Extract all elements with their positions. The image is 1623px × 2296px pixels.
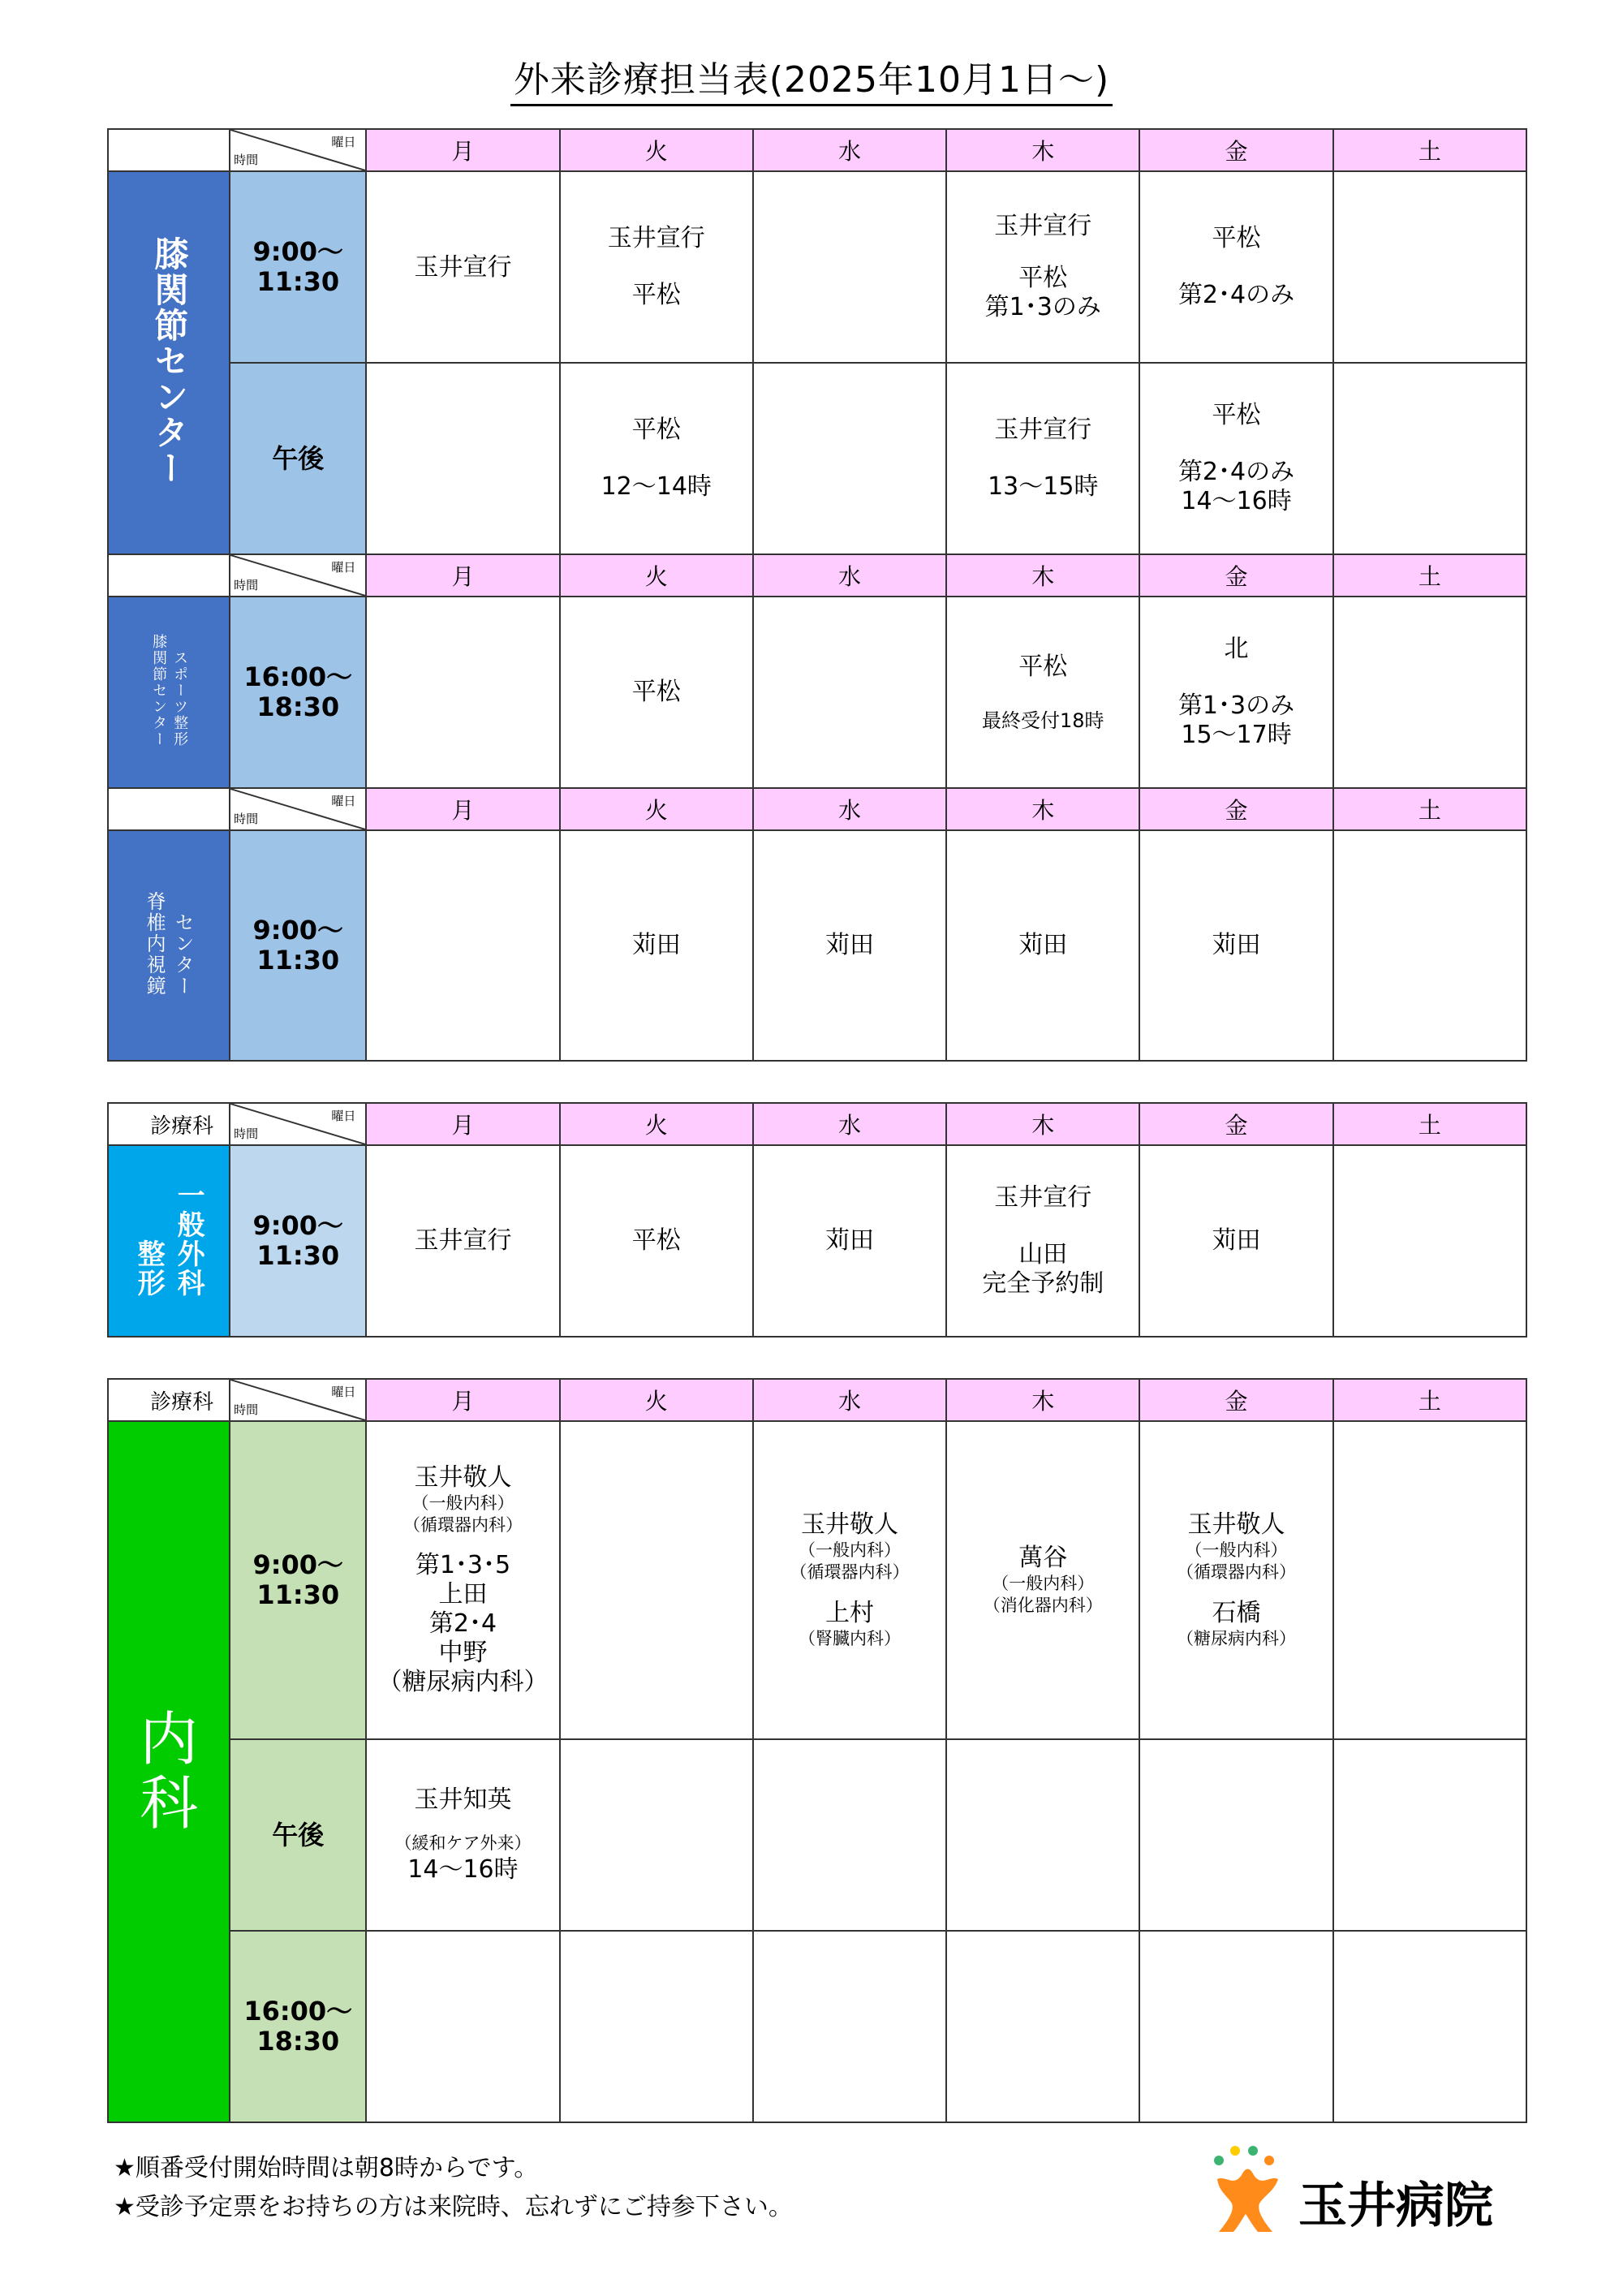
header-corner — [108, 554, 230, 597]
knee-am-wed — [753, 171, 946, 363]
ortho-thu: 玉井宣行 山田 完全予約制 — [946, 1145, 1139, 1337]
sports-tue: 平松 — [560, 597, 753, 788]
day-tue: 火 — [560, 129, 753, 171]
day-fri: 金 — [1139, 129, 1332, 171]
day-sat: 土 — [1333, 129, 1526, 171]
table-internal — [107, 1378, 1527, 2123]
time-slot: 9:00～ 11:30 — [230, 171, 366, 363]
dept-sports: 膝関節センター スポーツ整形 — [108, 597, 230, 788]
day-mon: 月 — [366, 129, 559, 171]
time-slot: 16:00～ 18:30 — [230, 1931, 366, 2122]
day-mon: 月 — [366, 1103, 559, 1145]
internal-eve-wed — [753, 1931, 946, 2122]
day-sat: 土 — [1333, 788, 1526, 830]
knee-am-row — [108, 171, 1526, 363]
day-wed: 水 — [753, 1103, 946, 1145]
spine-fri: 苅田 — [1139, 830, 1332, 1061]
time-slot: 9:00～ 11:30 — [230, 1145, 366, 1337]
logo-figure-icon — [1201, 2143, 1290, 2240]
hospital-name: 玉井病院 — [1298, 2178, 1493, 2234]
sports-row — [108, 597, 1526, 788]
header-diagonal: 曜日 時間 — [230, 1379, 366, 1421]
knee-am-mon: 玉井宣行 — [366, 171, 559, 363]
knee-am-sat — [1333, 171, 1526, 363]
day-thu: 木 — [946, 554, 1139, 597]
dept-internal: 内 科 — [108, 1421, 230, 2122]
header-corner — [108, 788, 230, 830]
header-row — [108, 129, 1526, 171]
ortho-sat — [1333, 1145, 1526, 1337]
ortho-row — [108, 1145, 1526, 1337]
internal-pm-wed — [753, 1739, 946, 1931]
ortho-tue: 平松 — [560, 1145, 753, 1337]
knee-am-fri: 平松 第2･4のみ — [1139, 171, 1332, 363]
internal-pm-sat — [1333, 1739, 1526, 1931]
day-mon: 月 — [366, 788, 559, 830]
internal-am-tue — [560, 1421, 753, 1739]
internal-pm-tue — [560, 1739, 753, 1931]
day-thu: 木 — [946, 1103, 1139, 1145]
header-diagonal: 曜日 時間 — [230, 554, 366, 597]
sports-thu: 平松 最終受付18時 — [946, 597, 1139, 788]
day-wed: 水 — [753, 788, 946, 830]
day-tue: 火 — [560, 788, 753, 830]
header-diagonal: 曜日 時間 — [230, 129, 366, 171]
sports-sat — [1333, 597, 1526, 788]
time-slot: 9:00～ 11:30 — [230, 1421, 366, 1739]
dept-ortho: 整形 一般外科 — [108, 1145, 230, 1337]
ortho-fri: 苅田 — [1139, 1145, 1332, 1337]
day-mon: 月 — [366, 1379, 559, 1421]
time-slot: 午後 — [230, 363, 366, 554]
knee-pm-row — [108, 363, 1526, 554]
header-row — [108, 1103, 1526, 1145]
day-tue: 火 — [560, 1103, 753, 1145]
knee-pm-sat — [1333, 363, 1526, 554]
day-sat: 土 — [1333, 554, 1526, 597]
day-wed: 水 — [753, 1379, 946, 1421]
internal-eve-thu — [946, 1931, 1139, 2122]
day-fri: 金 — [1139, 1379, 1332, 1421]
note-line: ★順番受付開始時間は朝8時からです。 — [114, 2154, 539, 2182]
internal-am-wed: 玉井敬人 （一般内科） （循環器内科） 上村 （腎臓内科） — [753, 1421, 946, 1739]
header-row — [108, 1379, 1526, 1421]
knee-pm-fri: 平松 第2･4のみ 14～16時 — [1139, 363, 1332, 554]
spine-tue: 苅田 — [560, 830, 753, 1061]
day-sat: 土 — [1333, 1103, 1526, 1145]
sports-fri: 北 第1･3のみ 15～17時 — [1139, 597, 1332, 788]
day-wed: 水 — [753, 129, 946, 171]
header-diagonal: 曜日 時間 — [230, 788, 366, 830]
day-wed: 水 — [753, 554, 946, 597]
internal-eve-mon — [366, 1931, 559, 2122]
spine-mon — [366, 830, 559, 1061]
time-slot: 午後 — [230, 1739, 366, 1931]
day-thu: 木 — [946, 788, 1139, 830]
day-tue: 火 — [560, 554, 753, 597]
day-fri: 金 — [1139, 788, 1332, 830]
knee-am-tue: 玉井宣行 平松 — [560, 171, 753, 363]
day-mon: 月 — [366, 554, 559, 597]
knee-am-thu: 玉井宣行 平松 第1･3のみ — [946, 171, 1139, 363]
day-fri: 金 — [1139, 1103, 1332, 1145]
spine-thu: 苅田 — [946, 830, 1139, 1061]
internal-am-fri: 玉井敬人 （一般内科） （循環器内科） 石橋 （糖尿病内科） — [1139, 1421, 1332, 1739]
page-title: 外来診療担当表(2025年10月1日～) — [0, 50, 1623, 102]
internal-eve-sat — [1333, 1931, 1526, 2122]
dept-knee: 膝関節センター — [108, 171, 230, 554]
knee-pm-tue: 平松 12～14時 — [560, 363, 753, 554]
spine-wed: 苅田 — [753, 830, 946, 1061]
day-fri: 金 — [1139, 554, 1332, 597]
hospital-logo — [1201, 2143, 1493, 2240]
header-dept-label: 診療科 — [108, 1103, 230, 1145]
internal-am-sat — [1333, 1421, 1526, 1739]
ortho-wed: 苅田 — [753, 1145, 946, 1337]
dept-spine: 脊椎内視鏡 センター — [108, 830, 230, 1061]
header-row — [108, 788, 1526, 830]
knee-pm-thu: 玉井宣行 13～15時 — [946, 363, 1139, 554]
internal-eve-tue — [560, 1931, 753, 2122]
time-slot: 16:00～ 18:30 — [230, 597, 366, 788]
internal-pm-mon: 玉井知英 （緩和ケア外来） 14～16時 — [366, 1739, 559, 1931]
spine-sat — [1333, 830, 1526, 1061]
header-diagonal: 曜日 時間 — [230, 1103, 366, 1145]
sports-wed — [753, 597, 946, 788]
header-row — [108, 554, 1526, 597]
header-corner — [108, 129, 230, 171]
knee-pm-mon — [366, 363, 559, 554]
sports-mon — [366, 597, 559, 788]
internal-am-row — [108, 1421, 1526, 1739]
time-slot: 9:00～ 11:30 — [230, 830, 366, 1061]
spine-row — [108, 830, 1526, 1061]
day-sat: 土 — [1333, 1379, 1526, 1421]
note-line: ★受診予定票をお持ちの方は来院時、忘れずにご持参下さい。 — [114, 2193, 793, 2221]
day-tue: 火 — [560, 1379, 753, 1421]
footer-notes — [114, 2149, 793, 2227]
day-thu: 木 — [946, 129, 1139, 171]
day-thu: 木 — [946, 1379, 1139, 1421]
internal-eve-fri — [1139, 1931, 1332, 2122]
knee-pm-wed — [753, 363, 946, 554]
ortho-mon: 玉井宣行 — [366, 1145, 559, 1337]
internal-pm-thu — [946, 1739, 1139, 1931]
internal-am-thu: 萬谷 （一般内科） （消化器内科） — [946, 1421, 1139, 1739]
table-ortho — [107, 1102, 1527, 1338]
internal-eve-row — [108, 1931, 1526, 2122]
internal-am-mon: 玉井敬人 （一般内科） （循環器内科） 第1･3･5 上田 第2･4 中野 （糖尿病内科） — [366, 1421, 559, 1739]
internal-pm-row — [108, 1739, 1526, 1931]
table-knee — [107, 128, 1527, 1062]
header-dept-label: 診療科 — [108, 1379, 230, 1421]
internal-pm-fri — [1139, 1739, 1332, 1931]
